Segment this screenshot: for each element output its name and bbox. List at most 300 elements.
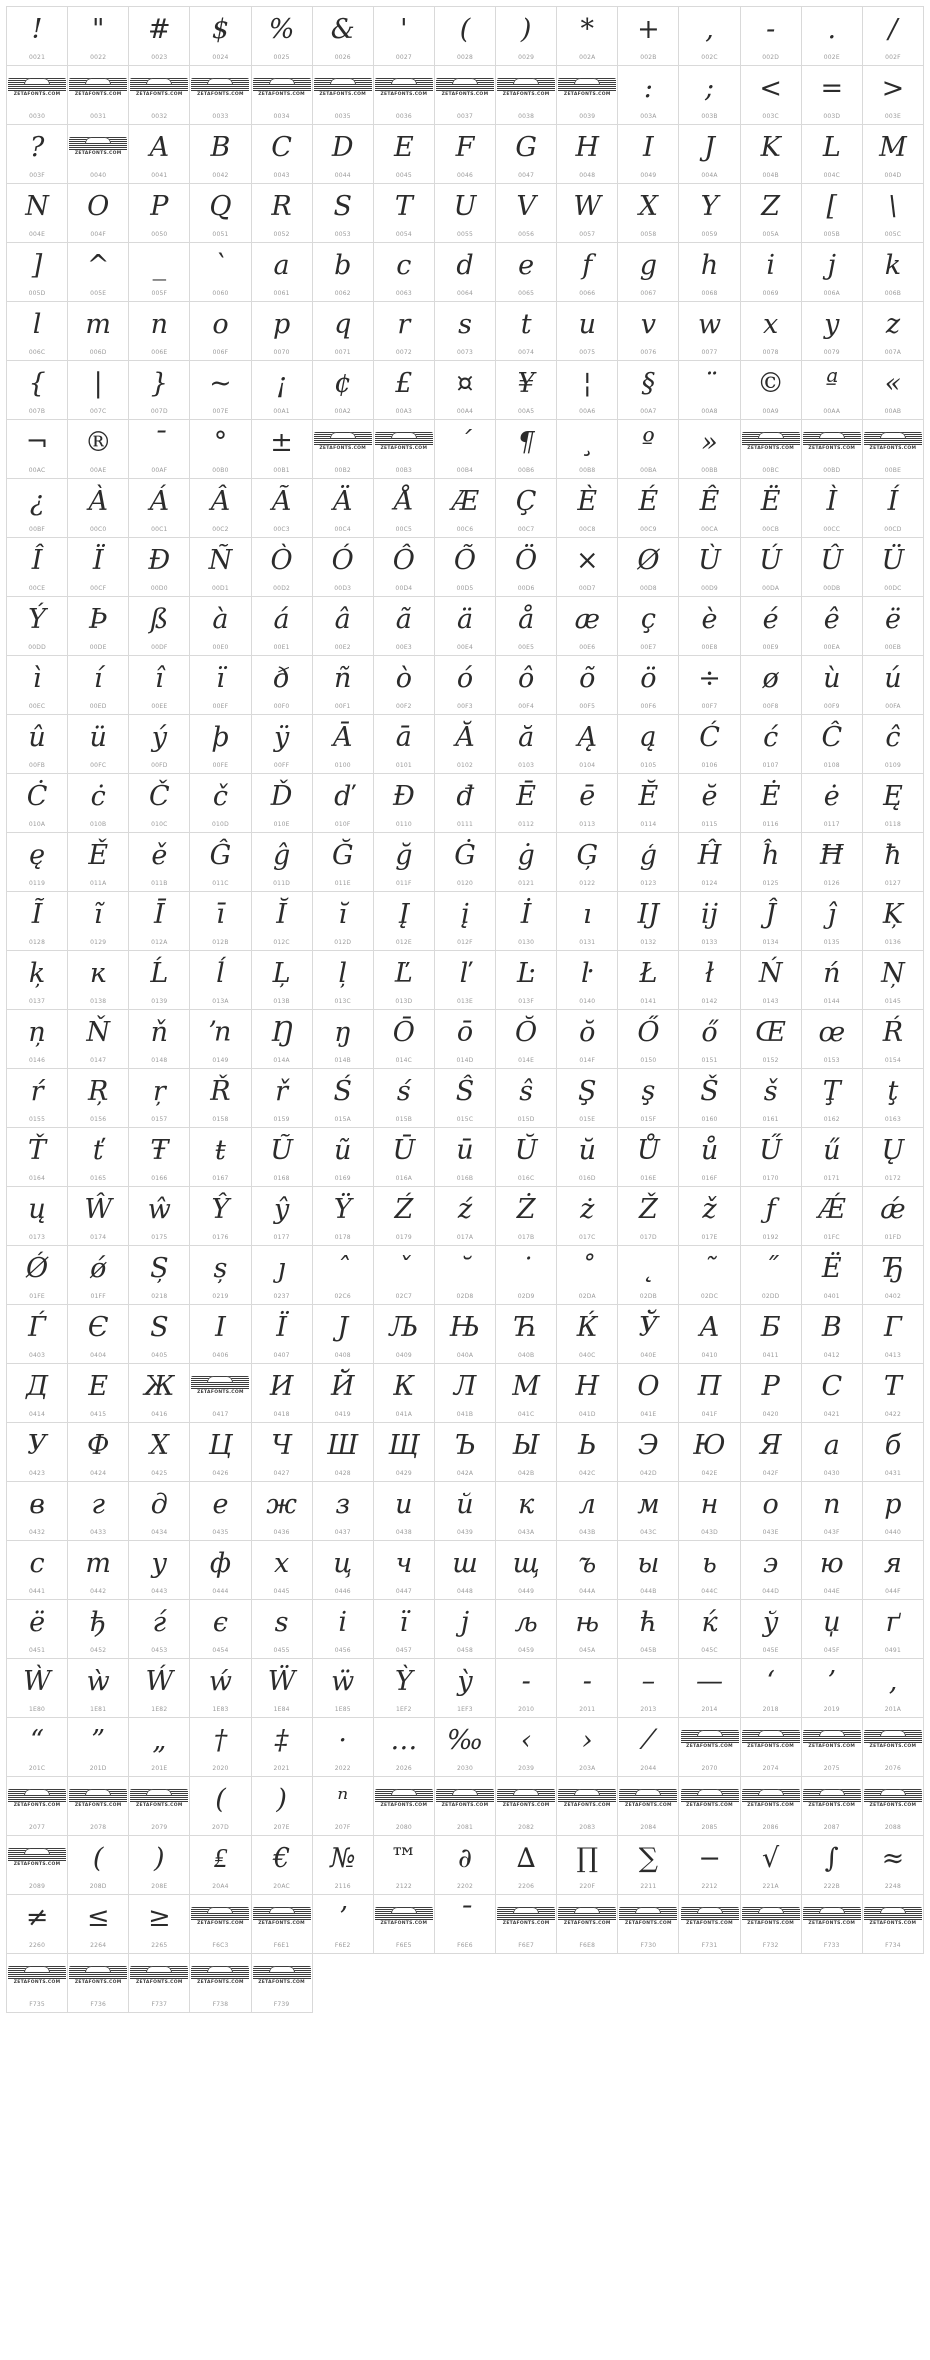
- glyph-cell[interactable]: [374, 420, 435, 479]
- glyph-cell[interactable]: [679, 1659, 740, 1718]
- glyph-cell[interactable]: [802, 1659, 863, 1718]
- glyph-cell[interactable]: [802, 1600, 863, 1659]
- glyph-cell[interactable]: [129, 715, 190, 774]
- glyph-cell[interactable]: [496, 361, 557, 420]
- glyph-cell[interactable]: [557, 1246, 618, 1305]
- glyph-cell[interactable]: [741, 1423, 802, 1482]
- glyph-cell[interactable]: [618, 1718, 679, 1777]
- glyph-cell[interactable]: [313, 1187, 374, 1246]
- glyph-cell[interactable]: [679, 1777, 740, 1836]
- glyph-cell[interactable]: [802, 1010, 863, 1069]
- glyph-cell[interactable]: [190, 1659, 251, 1718]
- glyph-cell[interactable]: [435, 1128, 496, 1187]
- glyph-cell[interactable]: [679, 774, 740, 833]
- glyph-cell[interactable]: [802, 1305, 863, 1364]
- glyph-cell[interactable]: [741, 656, 802, 715]
- glyph-cell[interactable]: [435, 597, 496, 656]
- glyph-cell[interactable]: [7, 538, 68, 597]
- glyph-cell[interactable]: [68, 1482, 129, 1541]
- glyph-cell[interactable]: [68, 302, 129, 361]
- glyph-cell[interactable]: [863, 1187, 924, 1246]
- glyph-cell[interactable]: [313, 1423, 374, 1482]
- glyph-cell[interactable]: [741, 833, 802, 892]
- glyph-cell[interactable]: [802, 1187, 863, 1246]
- glyph-cell[interactable]: [129, 1777, 190, 1836]
- glyph-cell[interactable]: [618, 1777, 679, 1836]
- glyph-cell[interactable]: [679, 184, 740, 243]
- glyph-cell[interactable]: [7, 1187, 68, 1246]
- glyph-cell[interactable]: [129, 1482, 190, 1541]
- glyph-cell[interactable]: [252, 538, 313, 597]
- glyph-cell[interactable]: [190, 1364, 251, 1423]
- glyph-cell[interactable]: [618, 597, 679, 656]
- glyph-cell[interactable]: [863, 125, 924, 184]
- glyph-cell[interactable]: [802, 1836, 863, 1895]
- glyph-cell[interactable]: [496, 184, 557, 243]
- glyph-cell[interactable]: [863, 1010, 924, 1069]
- glyph-cell[interactable]: [741, 125, 802, 184]
- glyph-cell[interactable]: [618, 66, 679, 125]
- glyph-cell[interactable]: [129, 1659, 190, 1718]
- glyph-cell[interactable]: [374, 892, 435, 951]
- glyph-cell[interactable]: [374, 1364, 435, 1423]
- glyph-cell[interactable]: [863, 833, 924, 892]
- glyph-cell[interactable]: [557, 1541, 618, 1600]
- glyph-cell[interactable]: [863, 243, 924, 302]
- glyph-cell[interactable]: [557, 479, 618, 538]
- glyph-cell[interactable]: [618, 7, 679, 66]
- glyph-cell[interactable]: [7, 1305, 68, 1364]
- glyph-cell[interactable]: [557, 66, 618, 125]
- glyph-cell[interactable]: [68, 1364, 129, 1423]
- glyph-cell[interactable]: [129, 1718, 190, 1777]
- glyph-cell[interactable]: [374, 1541, 435, 1600]
- glyph-cell[interactable]: [313, 774, 374, 833]
- glyph-cell[interactable]: [68, 66, 129, 125]
- glyph-cell[interactable]: [68, 833, 129, 892]
- glyph-cell[interactable]: [252, 1777, 313, 1836]
- glyph-cell[interactable]: [252, 1482, 313, 1541]
- glyph-cell[interactable]: [252, 656, 313, 715]
- glyph-cell[interactable]: [557, 1777, 618, 1836]
- glyph-cell[interactable]: [374, 1659, 435, 1718]
- glyph-cell[interactable]: [679, 597, 740, 656]
- glyph-cell[interactable]: [252, 833, 313, 892]
- glyph-cell[interactable]: [374, 302, 435, 361]
- glyph-cell[interactable]: [313, 1895, 374, 1954]
- glyph-cell[interactable]: [741, 1836, 802, 1895]
- glyph-cell[interactable]: [374, 656, 435, 715]
- glyph-cell[interactable]: [679, 1246, 740, 1305]
- glyph-cell[interactable]: [618, 1482, 679, 1541]
- glyph-cell[interactable]: [252, 1659, 313, 1718]
- glyph-cell[interactable]: [68, 1600, 129, 1659]
- glyph-cell[interactable]: [68, 1010, 129, 1069]
- glyph-cell[interactable]: [741, 66, 802, 125]
- glyph-cell[interactable]: [129, 774, 190, 833]
- glyph-cell[interactable]: [863, 66, 924, 125]
- glyph-cell[interactable]: [190, 774, 251, 833]
- glyph-cell[interactable]: [496, 479, 557, 538]
- glyph-cell[interactable]: [68, 1187, 129, 1246]
- glyph-cell[interactable]: [741, 420, 802, 479]
- glyph-cell[interactable]: [313, 1777, 374, 1836]
- glyph-cell[interactable]: [496, 715, 557, 774]
- glyph-cell[interactable]: [190, 1482, 251, 1541]
- glyph-cell[interactable]: [190, 125, 251, 184]
- glyph-cell[interactable]: [496, 892, 557, 951]
- glyph-cell[interactable]: [252, 1364, 313, 1423]
- glyph-cell[interactable]: [374, 951, 435, 1010]
- glyph-cell[interactable]: [7, 361, 68, 420]
- glyph-cell[interactable]: [252, 951, 313, 1010]
- glyph-cell[interactable]: [435, 420, 496, 479]
- glyph-cell[interactable]: [129, 1541, 190, 1600]
- glyph-cell[interactable]: [313, 1836, 374, 1895]
- glyph-cell[interactable]: [313, 1069, 374, 1128]
- glyph-cell[interactable]: [435, 774, 496, 833]
- glyph-cell[interactable]: [679, 833, 740, 892]
- glyph-cell[interactable]: [190, 715, 251, 774]
- glyph-cell[interactable]: [129, 1600, 190, 1659]
- glyph-cell[interactable]: [618, 1187, 679, 1246]
- glyph-cell[interactable]: [374, 1128, 435, 1187]
- glyph-cell[interactable]: [557, 1128, 618, 1187]
- glyph-cell[interactable]: [129, 1069, 190, 1128]
- glyph-cell[interactable]: [190, 1187, 251, 1246]
- glyph-cell[interactable]: [679, 1541, 740, 1600]
- glyph-cell[interactable]: [252, 1010, 313, 1069]
- glyph-cell[interactable]: [618, 1128, 679, 1187]
- glyph-cell[interactable]: [129, 951, 190, 1010]
- glyph-cell[interactable]: [313, 892, 374, 951]
- glyph-cell[interactable]: [618, 951, 679, 1010]
- glyph-cell[interactable]: [313, 597, 374, 656]
- glyph-cell[interactable]: [7, 1954, 68, 2013]
- glyph-cell[interactable]: [313, 1128, 374, 1187]
- glyph-cell[interactable]: [802, 538, 863, 597]
- glyph-cell[interactable]: [7, 302, 68, 361]
- glyph-cell[interactable]: [129, 1305, 190, 1364]
- glyph-cell[interactable]: [863, 656, 924, 715]
- glyph-cell[interactable]: [374, 715, 435, 774]
- glyph-cell[interactable]: [802, 597, 863, 656]
- glyph-cell[interactable]: [435, 1777, 496, 1836]
- glyph-cell[interactable]: [252, 1423, 313, 1482]
- glyph-cell[interactable]: [435, 1069, 496, 1128]
- glyph-cell[interactable]: [863, 420, 924, 479]
- glyph-cell[interactable]: [374, 1895, 435, 1954]
- glyph-cell[interactable]: [435, 243, 496, 302]
- glyph-cell[interactable]: [802, 1069, 863, 1128]
- glyph-cell[interactable]: [496, 66, 557, 125]
- glyph-cell[interactable]: [68, 479, 129, 538]
- glyph-cell[interactable]: [129, 597, 190, 656]
- glyph-cell[interactable]: [802, 1482, 863, 1541]
- glyph-cell[interactable]: [7, 1659, 68, 1718]
- glyph-cell[interactable]: [557, 1836, 618, 1895]
- glyph-cell[interactable]: [129, 479, 190, 538]
- glyph-cell[interactable]: [741, 1659, 802, 1718]
- glyph-cell[interactable]: [313, 302, 374, 361]
- glyph-cell[interactable]: [496, 1600, 557, 1659]
- glyph-cell[interactable]: [435, 7, 496, 66]
- glyph-cell[interactable]: [863, 1128, 924, 1187]
- glyph-cell[interactable]: [618, 302, 679, 361]
- glyph-cell[interactable]: [252, 243, 313, 302]
- glyph-cell[interactable]: [496, 243, 557, 302]
- glyph-cell[interactable]: [679, 1836, 740, 1895]
- glyph-cell[interactable]: [68, 1246, 129, 1305]
- glyph-cell[interactable]: [252, 1305, 313, 1364]
- glyph-cell[interactable]: [252, 597, 313, 656]
- glyph-cell[interactable]: [863, 951, 924, 1010]
- glyph-cell[interactable]: [496, 1069, 557, 1128]
- glyph-cell[interactable]: [129, 125, 190, 184]
- glyph-cell[interactable]: [679, 656, 740, 715]
- glyph-cell[interactable]: [313, 1600, 374, 1659]
- glyph-cell[interactable]: [802, 1246, 863, 1305]
- glyph-cell[interactable]: [741, 479, 802, 538]
- glyph-cell[interactable]: [313, 1305, 374, 1364]
- glyph-cell[interactable]: [7, 1777, 68, 1836]
- glyph-cell[interactable]: [679, 1187, 740, 1246]
- glyph-cell[interactable]: [313, 833, 374, 892]
- glyph-cell[interactable]: [496, 7, 557, 66]
- glyph-cell[interactable]: [313, 656, 374, 715]
- glyph-cell[interactable]: [496, 597, 557, 656]
- glyph-cell[interactable]: [313, 184, 374, 243]
- glyph-cell[interactable]: [618, 184, 679, 243]
- glyph-cell[interactable]: [190, 420, 251, 479]
- glyph-cell[interactable]: [374, 1777, 435, 1836]
- glyph-cell[interactable]: [68, 420, 129, 479]
- glyph-cell[interactable]: [129, 184, 190, 243]
- glyph-cell[interactable]: [741, 1364, 802, 1423]
- glyph-cell[interactable]: [741, 715, 802, 774]
- glyph-cell[interactable]: [129, 833, 190, 892]
- glyph-cell[interactable]: [496, 1895, 557, 1954]
- glyph-cell[interactable]: [374, 1718, 435, 1777]
- glyph-cell[interactable]: [313, 7, 374, 66]
- glyph-cell[interactable]: [496, 1423, 557, 1482]
- glyph-cell[interactable]: [68, 7, 129, 66]
- glyph-cell[interactable]: [802, 1128, 863, 1187]
- glyph-cell[interactable]: [679, 1069, 740, 1128]
- glyph-cell[interactable]: [863, 1423, 924, 1482]
- glyph-cell[interactable]: [435, 656, 496, 715]
- glyph-cell[interactable]: [190, 1128, 251, 1187]
- glyph-cell[interactable]: [129, 243, 190, 302]
- glyph-cell[interactable]: [802, 1777, 863, 1836]
- glyph-cell[interactable]: [68, 597, 129, 656]
- glyph-cell[interactable]: [557, 1010, 618, 1069]
- glyph-cell[interactable]: [374, 66, 435, 125]
- glyph-cell[interactable]: [741, 361, 802, 420]
- glyph-cell[interactable]: [741, 1600, 802, 1659]
- glyph-cell[interactable]: [496, 656, 557, 715]
- glyph-cell[interactable]: [252, 1187, 313, 1246]
- glyph-cell[interactable]: [190, 361, 251, 420]
- glyph-cell[interactable]: [435, 951, 496, 1010]
- glyph-cell[interactable]: [802, 420, 863, 479]
- glyph-cell[interactable]: [374, 7, 435, 66]
- glyph-cell[interactable]: [679, 420, 740, 479]
- glyph-cell[interactable]: [863, 1482, 924, 1541]
- glyph-cell[interactable]: [618, 538, 679, 597]
- glyph-cell[interactable]: [129, 7, 190, 66]
- glyph-cell[interactable]: [68, 1777, 129, 1836]
- glyph-cell[interactable]: [802, 1718, 863, 1777]
- glyph-cell[interactable]: [618, 892, 679, 951]
- glyph-cell[interactable]: [313, 715, 374, 774]
- glyph-cell[interactable]: [435, 1836, 496, 1895]
- glyph-cell[interactable]: [252, 1541, 313, 1600]
- glyph-cell[interactable]: [313, 479, 374, 538]
- glyph-cell[interactable]: [679, 66, 740, 125]
- glyph-cell[interactable]: [618, 656, 679, 715]
- glyph-cell[interactable]: [129, 361, 190, 420]
- glyph-cell[interactable]: [496, 1777, 557, 1836]
- glyph-cell[interactable]: [863, 1777, 924, 1836]
- glyph-cell[interactable]: [741, 1128, 802, 1187]
- glyph-cell[interactable]: [252, 1128, 313, 1187]
- glyph-cell[interactable]: [618, 1659, 679, 1718]
- glyph-cell[interactable]: [863, 1069, 924, 1128]
- glyph-cell[interactable]: [252, 1246, 313, 1305]
- glyph-cell[interactable]: [190, 243, 251, 302]
- glyph-cell[interactable]: [68, 1069, 129, 1128]
- glyph-cell[interactable]: [190, 833, 251, 892]
- glyph-cell[interactable]: [741, 1718, 802, 1777]
- glyph-cell[interactable]: [496, 1541, 557, 1600]
- glyph-cell[interactable]: [7, 1482, 68, 1541]
- glyph-cell[interactable]: [802, 656, 863, 715]
- glyph-cell[interactable]: [129, 1010, 190, 1069]
- glyph-cell[interactable]: [374, 1600, 435, 1659]
- glyph-cell[interactable]: [374, 184, 435, 243]
- glyph-cell[interactable]: [496, 774, 557, 833]
- glyph-cell[interactable]: [252, 302, 313, 361]
- glyph-cell[interactable]: [802, 774, 863, 833]
- glyph-cell[interactable]: [68, 1541, 129, 1600]
- glyph-cell[interactable]: [557, 892, 618, 951]
- glyph-cell[interactable]: [557, 774, 618, 833]
- glyph-cell[interactable]: [802, 1541, 863, 1600]
- glyph-cell[interactable]: [435, 1895, 496, 1954]
- glyph-cell[interactable]: [863, 361, 924, 420]
- glyph-cell[interactable]: [618, 774, 679, 833]
- glyph-cell[interactable]: [618, 1423, 679, 1482]
- glyph-cell[interactable]: [374, 1482, 435, 1541]
- glyph-cell[interactable]: [313, 361, 374, 420]
- glyph-cell[interactable]: [129, 1246, 190, 1305]
- glyph-cell[interactable]: [190, 951, 251, 1010]
- glyph-cell[interactable]: [68, 774, 129, 833]
- glyph-cell[interactable]: [190, 1305, 251, 1364]
- glyph-cell[interactable]: [679, 479, 740, 538]
- glyph-cell[interactable]: [618, 1364, 679, 1423]
- glyph-cell[interactable]: [802, 7, 863, 66]
- glyph-cell[interactable]: [129, 656, 190, 715]
- glyph-cell[interactable]: [802, 833, 863, 892]
- glyph-cell[interactable]: [190, 479, 251, 538]
- glyph-cell[interactable]: [435, 1423, 496, 1482]
- glyph-cell[interactable]: [863, 1246, 924, 1305]
- glyph-cell[interactable]: [741, 538, 802, 597]
- glyph-cell[interactable]: [7, 951, 68, 1010]
- glyph-cell[interactable]: [557, 1187, 618, 1246]
- glyph-cell[interactable]: [435, 892, 496, 951]
- glyph-cell[interactable]: [435, 1010, 496, 1069]
- glyph-cell[interactable]: [802, 125, 863, 184]
- glyph-cell[interactable]: [863, 302, 924, 361]
- glyph-cell[interactable]: [863, 1364, 924, 1423]
- glyph-cell[interactable]: [68, 892, 129, 951]
- glyph-cell[interactable]: [679, 1600, 740, 1659]
- glyph-cell[interactable]: [190, 1246, 251, 1305]
- glyph-cell[interactable]: [618, 715, 679, 774]
- glyph-cell[interactable]: [7, 479, 68, 538]
- glyph-cell[interactable]: [252, 125, 313, 184]
- glyph-cell[interactable]: [435, 1246, 496, 1305]
- glyph-cell[interactable]: [679, 302, 740, 361]
- glyph-cell[interactable]: [863, 184, 924, 243]
- glyph-cell[interactable]: [435, 125, 496, 184]
- glyph-cell[interactable]: [7, 1541, 68, 1600]
- glyph-cell[interactable]: [435, 1541, 496, 1600]
- glyph-cell[interactable]: [129, 420, 190, 479]
- glyph-cell[interactable]: [557, 420, 618, 479]
- glyph-cell[interactable]: [68, 538, 129, 597]
- glyph-cell[interactable]: [374, 1423, 435, 1482]
- glyph-cell[interactable]: [435, 538, 496, 597]
- glyph-cell[interactable]: [741, 1541, 802, 1600]
- glyph-cell[interactable]: [863, 715, 924, 774]
- glyph-cell[interactable]: [435, 833, 496, 892]
- glyph-cell[interactable]: [7, 1718, 68, 1777]
- glyph-cell[interactable]: [557, 1364, 618, 1423]
- glyph-cell[interactable]: [190, 302, 251, 361]
- glyph-cell[interactable]: [190, 7, 251, 66]
- glyph-cell[interactable]: [618, 1069, 679, 1128]
- glyph-cell[interactable]: [863, 597, 924, 656]
- glyph-cell[interactable]: [802, 302, 863, 361]
- glyph-cell[interactable]: [741, 774, 802, 833]
- glyph-cell[interactable]: [741, 1069, 802, 1128]
- glyph-cell[interactable]: [802, 951, 863, 1010]
- glyph-cell[interactable]: [190, 1895, 251, 1954]
- glyph-cell[interactable]: [741, 1010, 802, 1069]
- glyph-cell[interactable]: [802, 715, 863, 774]
- glyph-cell[interactable]: [679, 1423, 740, 1482]
- glyph-cell[interactable]: [741, 243, 802, 302]
- glyph-cell[interactable]: [741, 1482, 802, 1541]
- glyph-cell[interactable]: [252, 774, 313, 833]
- glyph-cell[interactable]: [129, 1187, 190, 1246]
- glyph-cell[interactable]: [435, 1187, 496, 1246]
- glyph-cell[interactable]: [7, 597, 68, 656]
- glyph-cell[interactable]: [313, 951, 374, 1010]
- glyph-cell[interactable]: [68, 1423, 129, 1482]
- glyph-cell[interactable]: [557, 1482, 618, 1541]
- glyph-cell[interactable]: [557, 361, 618, 420]
- glyph-cell[interactable]: [863, 1305, 924, 1364]
- glyph-cell[interactable]: [7, 1895, 68, 1954]
- glyph-cell[interactable]: [496, 1246, 557, 1305]
- glyph-cell[interactable]: [618, 125, 679, 184]
- glyph-cell[interactable]: [313, 1659, 374, 1718]
